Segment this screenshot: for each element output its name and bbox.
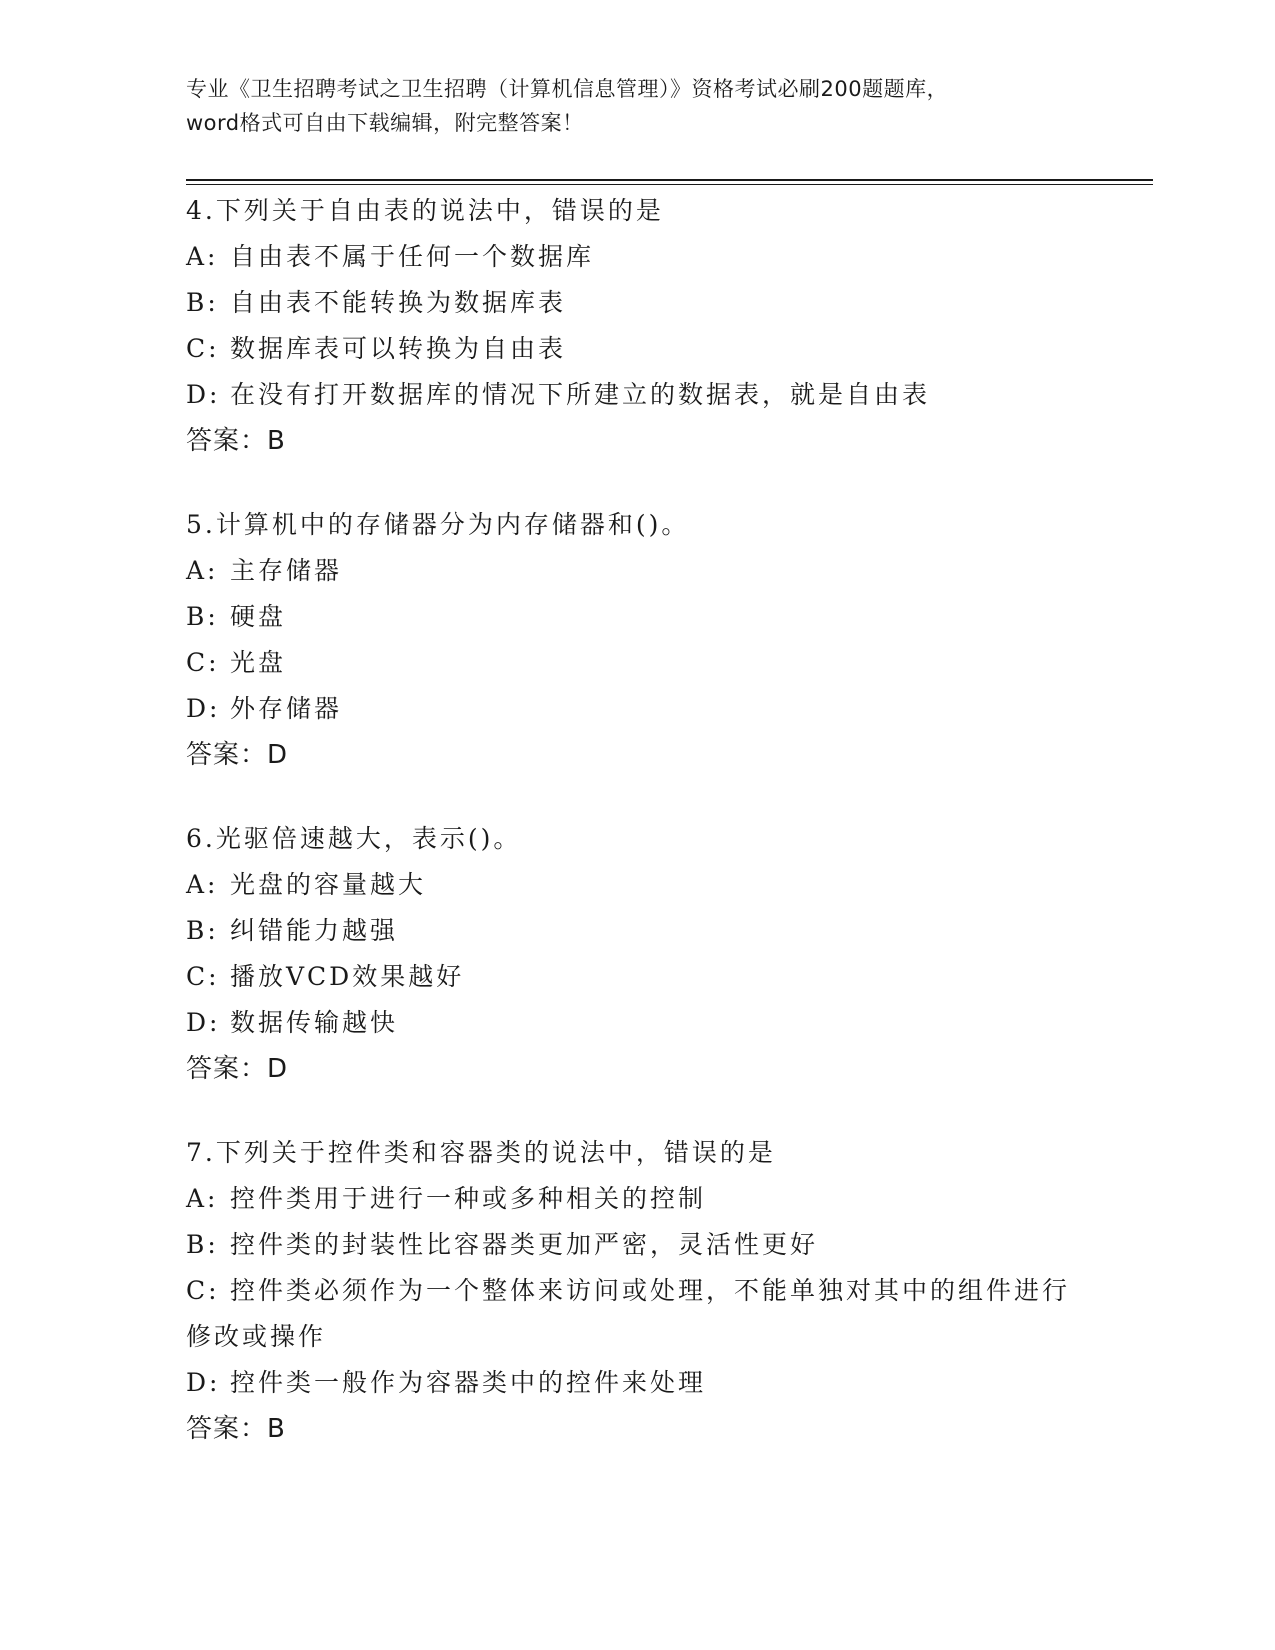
option-text: 自由表不能转换为数据库表 — [230, 288, 567, 317]
option-label: B: — [186, 288, 219, 317]
question-stem: 7.下列关于控件类和容器类的说法中，错误的是 — [186, 1138, 776, 1167]
option-a — [186, 862, 1086, 908]
option-text: 自由表不属于任何一个数据库 — [230, 242, 595, 271]
option-text: 光盘 — [230, 648, 287, 677]
option-label: C: — [186, 1276, 220, 1305]
question-4 — [186, 188, 1086, 464]
answer: 答案：B — [186, 1414, 286, 1444]
question-6 — [186, 816, 1086, 1092]
option-c — [186, 640, 1086, 686]
option-a — [186, 234, 1086, 280]
option-label: A: — [186, 1184, 219, 1213]
option-text: 数据传输越快 — [230, 1008, 399, 1037]
question-list — [186, 188, 1086, 1490]
document-header — [186, 72, 1086, 140]
question-stem: 6.光驱倍速越大，表示()。 — [186, 824, 522, 853]
option-text: 外存储器 — [230, 694, 343, 723]
header-line-1: 专业《卫生招聘考试之卫生招聘（计算机信息管理）》资格考试必刷200题题库， — [186, 77, 949, 101]
option-text: 控件类的封装性比容器类更加严密，灵活性更好 — [230, 1230, 819, 1259]
option-text: 纠错能力越强 — [230, 916, 399, 945]
option-label: C: — [186, 334, 220, 363]
option-a — [186, 548, 1086, 594]
option-label: A: — [186, 870, 219, 899]
option-text: 在没有打开数据库的情况下所建立的数据表，就是自由表 — [230, 380, 931, 409]
answer: 答案：D — [186, 1054, 289, 1084]
header-line-2: word格式可自由下载编辑，附完整答案！ — [186, 111, 584, 135]
option-label: C: — [186, 962, 220, 991]
option-text: 光盘的容量越大 — [230, 870, 427, 899]
option-c — [186, 326, 1086, 372]
option-text: 控件类用于进行一种或多种相关的控制 — [230, 1184, 707, 1213]
option-b — [186, 594, 1086, 640]
question-stem: 4.下列关于自由表的说法中，错误的是 — [186, 196, 664, 225]
option-label: C: — [186, 648, 220, 677]
option-label: A: — [186, 556, 219, 585]
option-text: 主存储器 — [230, 556, 343, 585]
option-label: A: — [186, 242, 219, 271]
option-label: B: — [186, 602, 219, 631]
option-label: B: — [186, 916, 219, 945]
option-text: 控件类必须作为一个整体来访问或处理，不能单独对其中的组件进行修改或操作 — [186, 1276, 1071, 1351]
option-b — [186, 280, 1086, 326]
option-label: D: — [186, 380, 221, 409]
option-text: 控件类一般作为容器类中的控件来处理 — [230, 1368, 707, 1397]
answer: 答案：D — [186, 740, 289, 770]
option-label: D: — [186, 1008, 221, 1037]
header-divider-thin — [186, 184, 1153, 185]
option-label: B: — [186, 1230, 219, 1259]
option-b — [186, 1222, 1086, 1268]
option-b — [186, 908, 1086, 954]
option-text: 数据库表可以转换为自由表 — [230, 334, 567, 363]
option-d — [186, 686, 1086, 732]
option-label: D: — [186, 694, 221, 723]
header-divider-thick — [186, 179, 1153, 181]
question-7 — [186, 1130, 1086, 1452]
question-stem: 5.计算机中的存储器分为内存储器和()。 — [186, 510, 690, 539]
answer: 答案：B — [186, 426, 286, 456]
option-a — [186, 1176, 1086, 1222]
option-text: 播放VCD效果越好 — [230, 962, 465, 991]
option-c — [186, 954, 1086, 1000]
option-d — [186, 1360, 1086, 1406]
question-5 — [186, 502, 1086, 778]
option-d — [186, 1000, 1086, 1046]
option-d — [186, 372, 1086, 418]
option-label: D: — [186, 1368, 221, 1397]
option-text: 硬盘 — [230, 602, 287, 631]
option-c — [186, 1268, 1086, 1360]
